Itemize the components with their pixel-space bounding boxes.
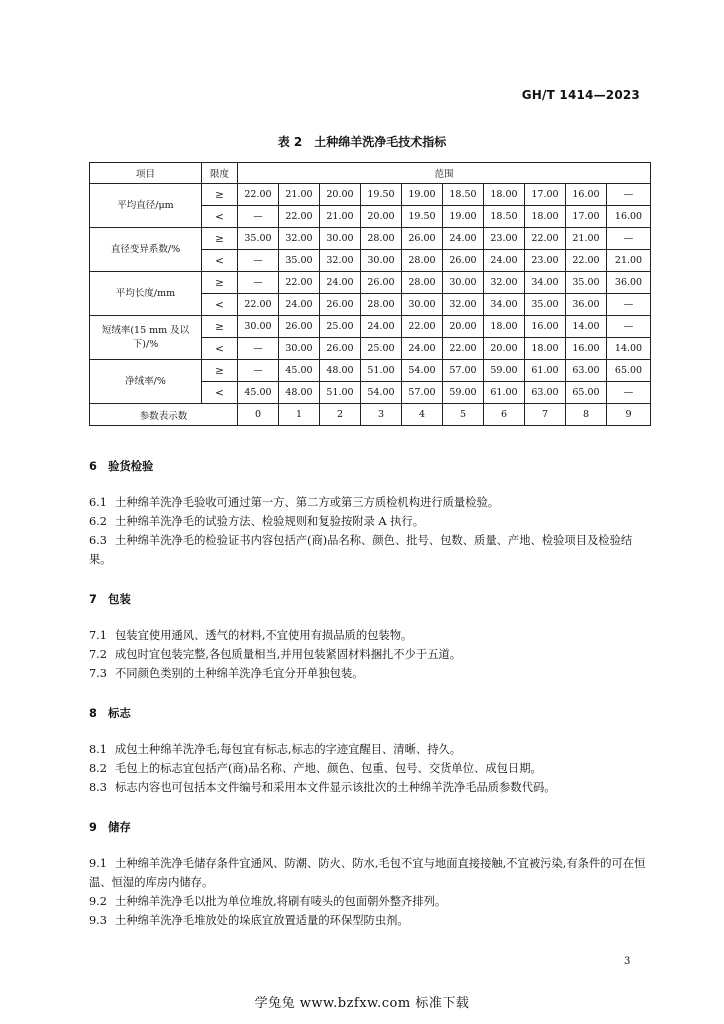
value-cell: 25.00: [361, 338, 402, 360]
section-heading: 6 验货检验: [89, 460, 154, 473]
value-cell: 48.00: [320, 360, 361, 382]
value-cell: —: [607, 184, 651, 206]
limit-symbol-cell: <: [202, 250, 238, 272]
limit-symbol-cell: ≥: [202, 316, 238, 338]
footer-watermark: 学兔兔 www.bzfxw.com 标准下载: [254, 996, 470, 1011]
clause: [89, 531, 650, 569]
clause: [89, 778, 650, 797]
value-cell: —: [607, 382, 651, 404]
value-cell: —: [238, 338, 279, 360]
limit-symbol-cell: ≥: [202, 272, 238, 294]
clause-text: 土种绵羊洗净毛的试验方法、检验规则和复验按附录 A 执行。: [115, 515, 425, 528]
section: [89, 705, 650, 797]
param-value-cell: 4: [402, 404, 443, 426]
value-cell: 61.00: [484, 382, 525, 404]
param-row: [90, 404, 651, 426]
value-cell: 51.00: [320, 382, 361, 404]
value-cell: 26.00: [320, 294, 361, 316]
table-row: [90, 360, 651, 382]
param-value-cell: 5: [443, 404, 484, 426]
table-caption: 表 2 土种绵羊洗净毛技术指标: [277, 135, 447, 149]
clause-number: 6.3: [89, 534, 107, 547]
value-cell: 21.00: [279, 184, 320, 206]
value-cell: 16.00: [566, 338, 607, 360]
column-header-limit: 限度: [202, 163, 238, 184]
value-cell: 18.00: [484, 316, 525, 338]
clause-number: 6.1: [89, 496, 107, 509]
value-cell: 16.00: [566, 184, 607, 206]
value-cell: 65.00: [607, 360, 651, 382]
value-cell: 23.00: [484, 228, 525, 250]
page-number: 3: [624, 956, 631, 967]
clause-text: 成包时宜包装完整,各包质量相当,并用包装紧固材料捆扎不少于五道。: [115, 648, 462, 661]
clause-text: 包装宜使用通风、透气的材料,不宜使用有损品质的包装物。: [115, 629, 413, 642]
section-heading: 8 标志: [89, 707, 131, 720]
clause-number: 8.1: [89, 743, 107, 756]
value-cell: 35.00: [279, 250, 320, 272]
value-cell: 51.00: [361, 360, 402, 382]
value-cell: 24.00: [402, 338, 443, 360]
item-name-cell: 净绒率/%: [90, 360, 202, 404]
value-cell: 32.00: [484, 272, 525, 294]
section: [89, 819, 650, 930]
value-cell: 26.00: [279, 316, 320, 338]
value-cell: 24.00: [443, 228, 484, 250]
value-cell: 22.00: [443, 338, 484, 360]
param-value-cell: 3: [361, 404, 402, 426]
value-cell: 35.00: [525, 294, 566, 316]
clause-text: 土种绵羊洗净毛的检验证书内容包括产(商)品名称、颜色、批号、包数、质量、产地、检验项目及检验结果。: [89, 534, 633, 566]
value-cell: 65.00: [566, 382, 607, 404]
clause: [89, 892, 650, 911]
clause-number: 8.3: [89, 781, 107, 794]
section: [89, 458, 650, 569]
table-row: [90, 228, 651, 250]
value-cell: 23.00: [525, 250, 566, 272]
value-cell: 30.00: [279, 338, 320, 360]
value-cell: 14.00: [607, 338, 651, 360]
clause-text: 土种绵羊洗净毛验收可通过第一方、第二方或第三方质检机构进行质量检验。: [115, 496, 500, 509]
value-cell: 25.00: [320, 316, 361, 338]
value-cell: 20.00: [484, 338, 525, 360]
param-value-cell: 9: [607, 404, 651, 426]
value-cell: 36.00: [566, 294, 607, 316]
clause-text: 不同颜色类别的土种绵羊洗净毛宜分开单独包装。: [115, 667, 364, 680]
value-cell: 24.00: [320, 272, 361, 294]
clause-text: 标志内容也可包括本文件编号和采用本文件显示该批次的土种绵羊洗净毛品质参数代码。: [115, 781, 556, 794]
clause-number: 7.2: [89, 648, 107, 661]
clause: [89, 664, 650, 683]
clause-number: 8.2: [89, 762, 107, 775]
value-cell: 22.00: [279, 272, 320, 294]
value-cell: 30.00: [443, 272, 484, 294]
clause-number: 9.2: [89, 895, 107, 908]
value-cell: 28.00: [361, 294, 402, 316]
value-cell: 16.00: [607, 206, 651, 228]
value-cell: —: [238, 360, 279, 382]
value-cell: —: [607, 316, 651, 338]
value-cell: 34.00: [525, 272, 566, 294]
value-cell: 22.00: [566, 250, 607, 272]
column-header-item: 项目: [90, 163, 202, 184]
value-cell: 26.00: [443, 250, 484, 272]
value-cell: 19.50: [402, 206, 443, 228]
value-cell: 48.00: [279, 382, 320, 404]
value-cell: 63.00: [566, 360, 607, 382]
value-cell: 59.00: [484, 360, 525, 382]
value-cell: 36.00: [607, 272, 651, 294]
table-row: [90, 316, 651, 338]
value-cell: 18.50: [484, 206, 525, 228]
value-cell: 61.00: [525, 360, 566, 382]
value-cell: —: [238, 206, 279, 228]
value-cell: 21.00: [566, 228, 607, 250]
value-cell: 22.00: [238, 184, 279, 206]
item-name-cell: 短绒率(15 mm 及以下)/%: [90, 316, 202, 360]
value-cell: 20.00: [443, 316, 484, 338]
clause-text: 土种绵羊洗净毛以批为单位堆放,将刷有唛头的包面朝外整齐排列。: [115, 895, 447, 908]
value-cell: 26.00: [402, 228, 443, 250]
clause-number: 9.3: [89, 914, 107, 927]
param-value-cell: 6: [484, 404, 525, 426]
value-cell: 24.00: [279, 294, 320, 316]
limit-symbol-cell: ≥: [202, 184, 238, 206]
item-name-cell: 平均长度/mm: [90, 272, 202, 316]
table-header-row: [90, 163, 651, 184]
clause-text: 成包土种绵羊洗净毛,每包宜有标志,标志的字迹宜醒目、清晰、持久。: [115, 743, 462, 756]
limit-symbol-cell: ≥: [202, 228, 238, 250]
value-cell: 22.00: [402, 316, 443, 338]
value-cell: 45.00: [238, 382, 279, 404]
value-cell: 21.00: [320, 206, 361, 228]
value-cell: 22.00: [525, 228, 566, 250]
value-cell: 26.00: [320, 338, 361, 360]
value-cell: 20.00: [361, 206, 402, 228]
value-cell: 35.00: [238, 228, 279, 250]
value-cell: 30.00: [238, 316, 279, 338]
value-cell: 34.00: [484, 294, 525, 316]
value-cell: 57.00: [443, 360, 484, 382]
clause: [89, 645, 650, 664]
value-cell: 16.00: [525, 316, 566, 338]
value-cell: 14.00: [566, 316, 607, 338]
value-cell: 17.00: [566, 206, 607, 228]
document-body: [89, 458, 650, 930]
section: [89, 591, 650, 683]
value-cell: 28.00: [402, 272, 443, 294]
param-value-cell: 2: [320, 404, 361, 426]
value-cell: 19.50: [361, 184, 402, 206]
value-cell: 22.00: [238, 294, 279, 316]
value-cell: 35.00: [566, 272, 607, 294]
value-cell: 30.00: [320, 228, 361, 250]
value-cell: —: [607, 228, 651, 250]
value-cell: 32.00: [320, 250, 361, 272]
value-cell: 17.00: [525, 184, 566, 206]
standard-code: GH/T 1414—2023: [521, 88, 640, 102]
clause-text: 土种绵羊洗净毛堆放处的垛底宜放置适量的环保型防虫剂。: [115, 914, 409, 927]
section-heading: 7 包装: [89, 593, 131, 606]
item-name-cell: 平均直径/μm: [90, 184, 202, 228]
value-cell: 30.00: [361, 250, 402, 272]
table-row: [90, 184, 651, 206]
value-cell: —: [238, 250, 279, 272]
limit-symbol-cell: <: [202, 382, 238, 404]
value-cell: 28.00: [402, 250, 443, 272]
value-cell: 63.00: [525, 382, 566, 404]
clause: [89, 911, 650, 930]
clause-text: 土种绵羊洗净毛储存条件宜通风、防潮、防火、防水,毛包不宜与地面直接接触,不宜被污染,有条件的可在恒温、恒湿的库房内储存。: [89, 857, 646, 889]
value-cell: 22.00: [279, 206, 320, 228]
clause-text: 毛包上的标志宜包括产(商)品名称、产地、颜色、包重、包号、交货单位、成包日期。: [115, 762, 542, 775]
value-cell: —: [238, 272, 279, 294]
technical-index-table: [89, 162, 651, 426]
clause: [89, 493, 650, 512]
table-row: [90, 272, 651, 294]
clause: [89, 626, 650, 645]
value-cell: 19.00: [402, 184, 443, 206]
value-cell: 20.00: [320, 184, 361, 206]
limit-symbol-cell: ≥: [202, 360, 238, 382]
value-cell: 18.00: [525, 206, 566, 228]
column-header-range: 范围: [238, 163, 651, 184]
param-value-cell: 8: [566, 404, 607, 426]
clause-number: 6.2: [89, 515, 107, 528]
value-cell: 32.00: [279, 228, 320, 250]
value-cell: 54.00: [361, 382, 402, 404]
item-name-cell: 直径变异系数/%: [90, 228, 202, 272]
value-cell: 26.00: [361, 272, 402, 294]
param-value-cell: 0: [238, 404, 279, 426]
clause-number: 7.3: [89, 667, 107, 680]
clause: [89, 512, 650, 531]
value-cell: 18.50: [443, 184, 484, 206]
clause: [89, 759, 650, 778]
value-cell: 30.00: [402, 294, 443, 316]
value-cell: 24.00: [484, 250, 525, 272]
value-cell: 18.00: [525, 338, 566, 360]
value-cell: —: [607, 294, 651, 316]
value-cell: 59.00: [443, 382, 484, 404]
value-cell: 19.00: [443, 206, 484, 228]
value-cell: 18.00: [484, 184, 525, 206]
limit-symbol-cell: <: [202, 206, 238, 228]
clause-number: 7.1: [89, 629, 107, 642]
value-cell: 24.00: [361, 316, 402, 338]
value-cell: 32.00: [443, 294, 484, 316]
param-label-cell: 参数表示数: [90, 404, 238, 426]
clause-number: 9.1: [89, 857, 107, 870]
limit-symbol-cell: <: [202, 338, 238, 360]
param-value-cell: 7: [525, 404, 566, 426]
value-cell: 28.00: [361, 228, 402, 250]
section-heading: 9 储存: [89, 821, 131, 834]
limit-symbol-cell: <: [202, 294, 238, 316]
clause: [89, 740, 650, 759]
value-cell: 54.00: [402, 360, 443, 382]
clause: [89, 854, 650, 892]
value-cell: 57.00: [402, 382, 443, 404]
param-value-cell: 1: [279, 404, 320, 426]
value-cell: 45.00: [279, 360, 320, 382]
value-cell: 21.00: [607, 250, 651, 272]
